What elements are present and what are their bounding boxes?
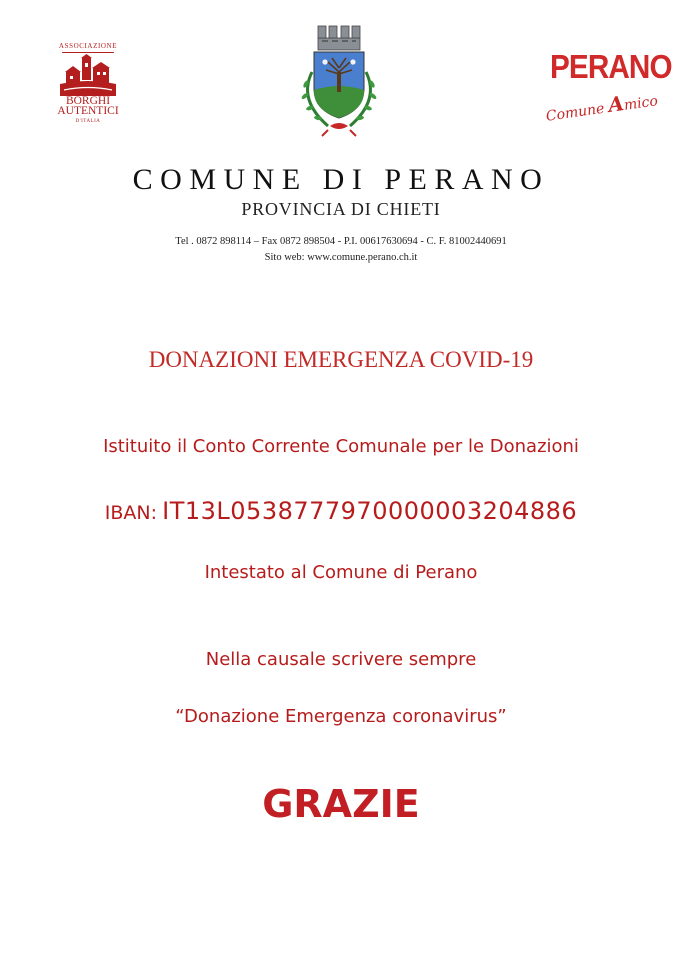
contact-details: Tel . 0872 898114 – Fax 0872 898504 - P.I. 00617630694 - C. F. 81002440691 <box>175 236 507 247</box>
borghi-autentici-logo <box>46 42 130 132</box>
perano-comune-amico-logo <box>540 48 672 132</box>
perano-tagline-word2: mico <box>622 93 659 114</box>
borghi-divider <box>62 52 114 53</box>
borghi-name <box>46 96 130 116</box>
borghi-name-line1: BORGHI <box>65 95 111 107</box>
account-holder-line: Intestato al Comune di Perano <box>204 562 478 583</box>
borghi-name-line2: AUTENTICI <box>57 105 119 117</box>
borghi-country: D'ITALIA <box>75 119 101 124</box>
iban-line <box>0 497 682 525</box>
iban-label: IBAN: <box>104 502 158 524</box>
causal-text: “Donazione Emergenza coronavirus” <box>175 706 507 727</box>
borghi-village-icon <box>60 54 116 96</box>
perano-tagline-initial: A <box>606 91 626 117</box>
thanks-text: GRAZIE <box>262 782 420 826</box>
perano-tagline-word1: Comune <box>544 100 606 125</box>
perano-logo-name: PERANO <box>550 48 672 85</box>
borghi-association-label: ASSOCIAZIONE <box>58 42 118 50</box>
account-line: Istituito il Conto Corrente Comunale per le Donazioni <box>103 436 579 457</box>
causal-instruction: Nella causale scrivere sempre <box>205 649 477 670</box>
municipality-title: COMUNE DI PERANO <box>132 163 550 196</box>
donation-heading: DONAZIONI EMERGENZA COVID-19 <box>148 347 534 372</box>
province-subtitle: PROVINCIA DI CHIETI <box>241 199 441 219</box>
perano-logo-tagline <box>544 86 659 125</box>
iban-value: IT13L0538777970000003204886 <box>162 497 578 525</box>
municipal-coat-of-arms-icon <box>292 22 388 140</box>
website-line: Sito web: www.comune.perano.ch.it <box>264 252 418 263</box>
